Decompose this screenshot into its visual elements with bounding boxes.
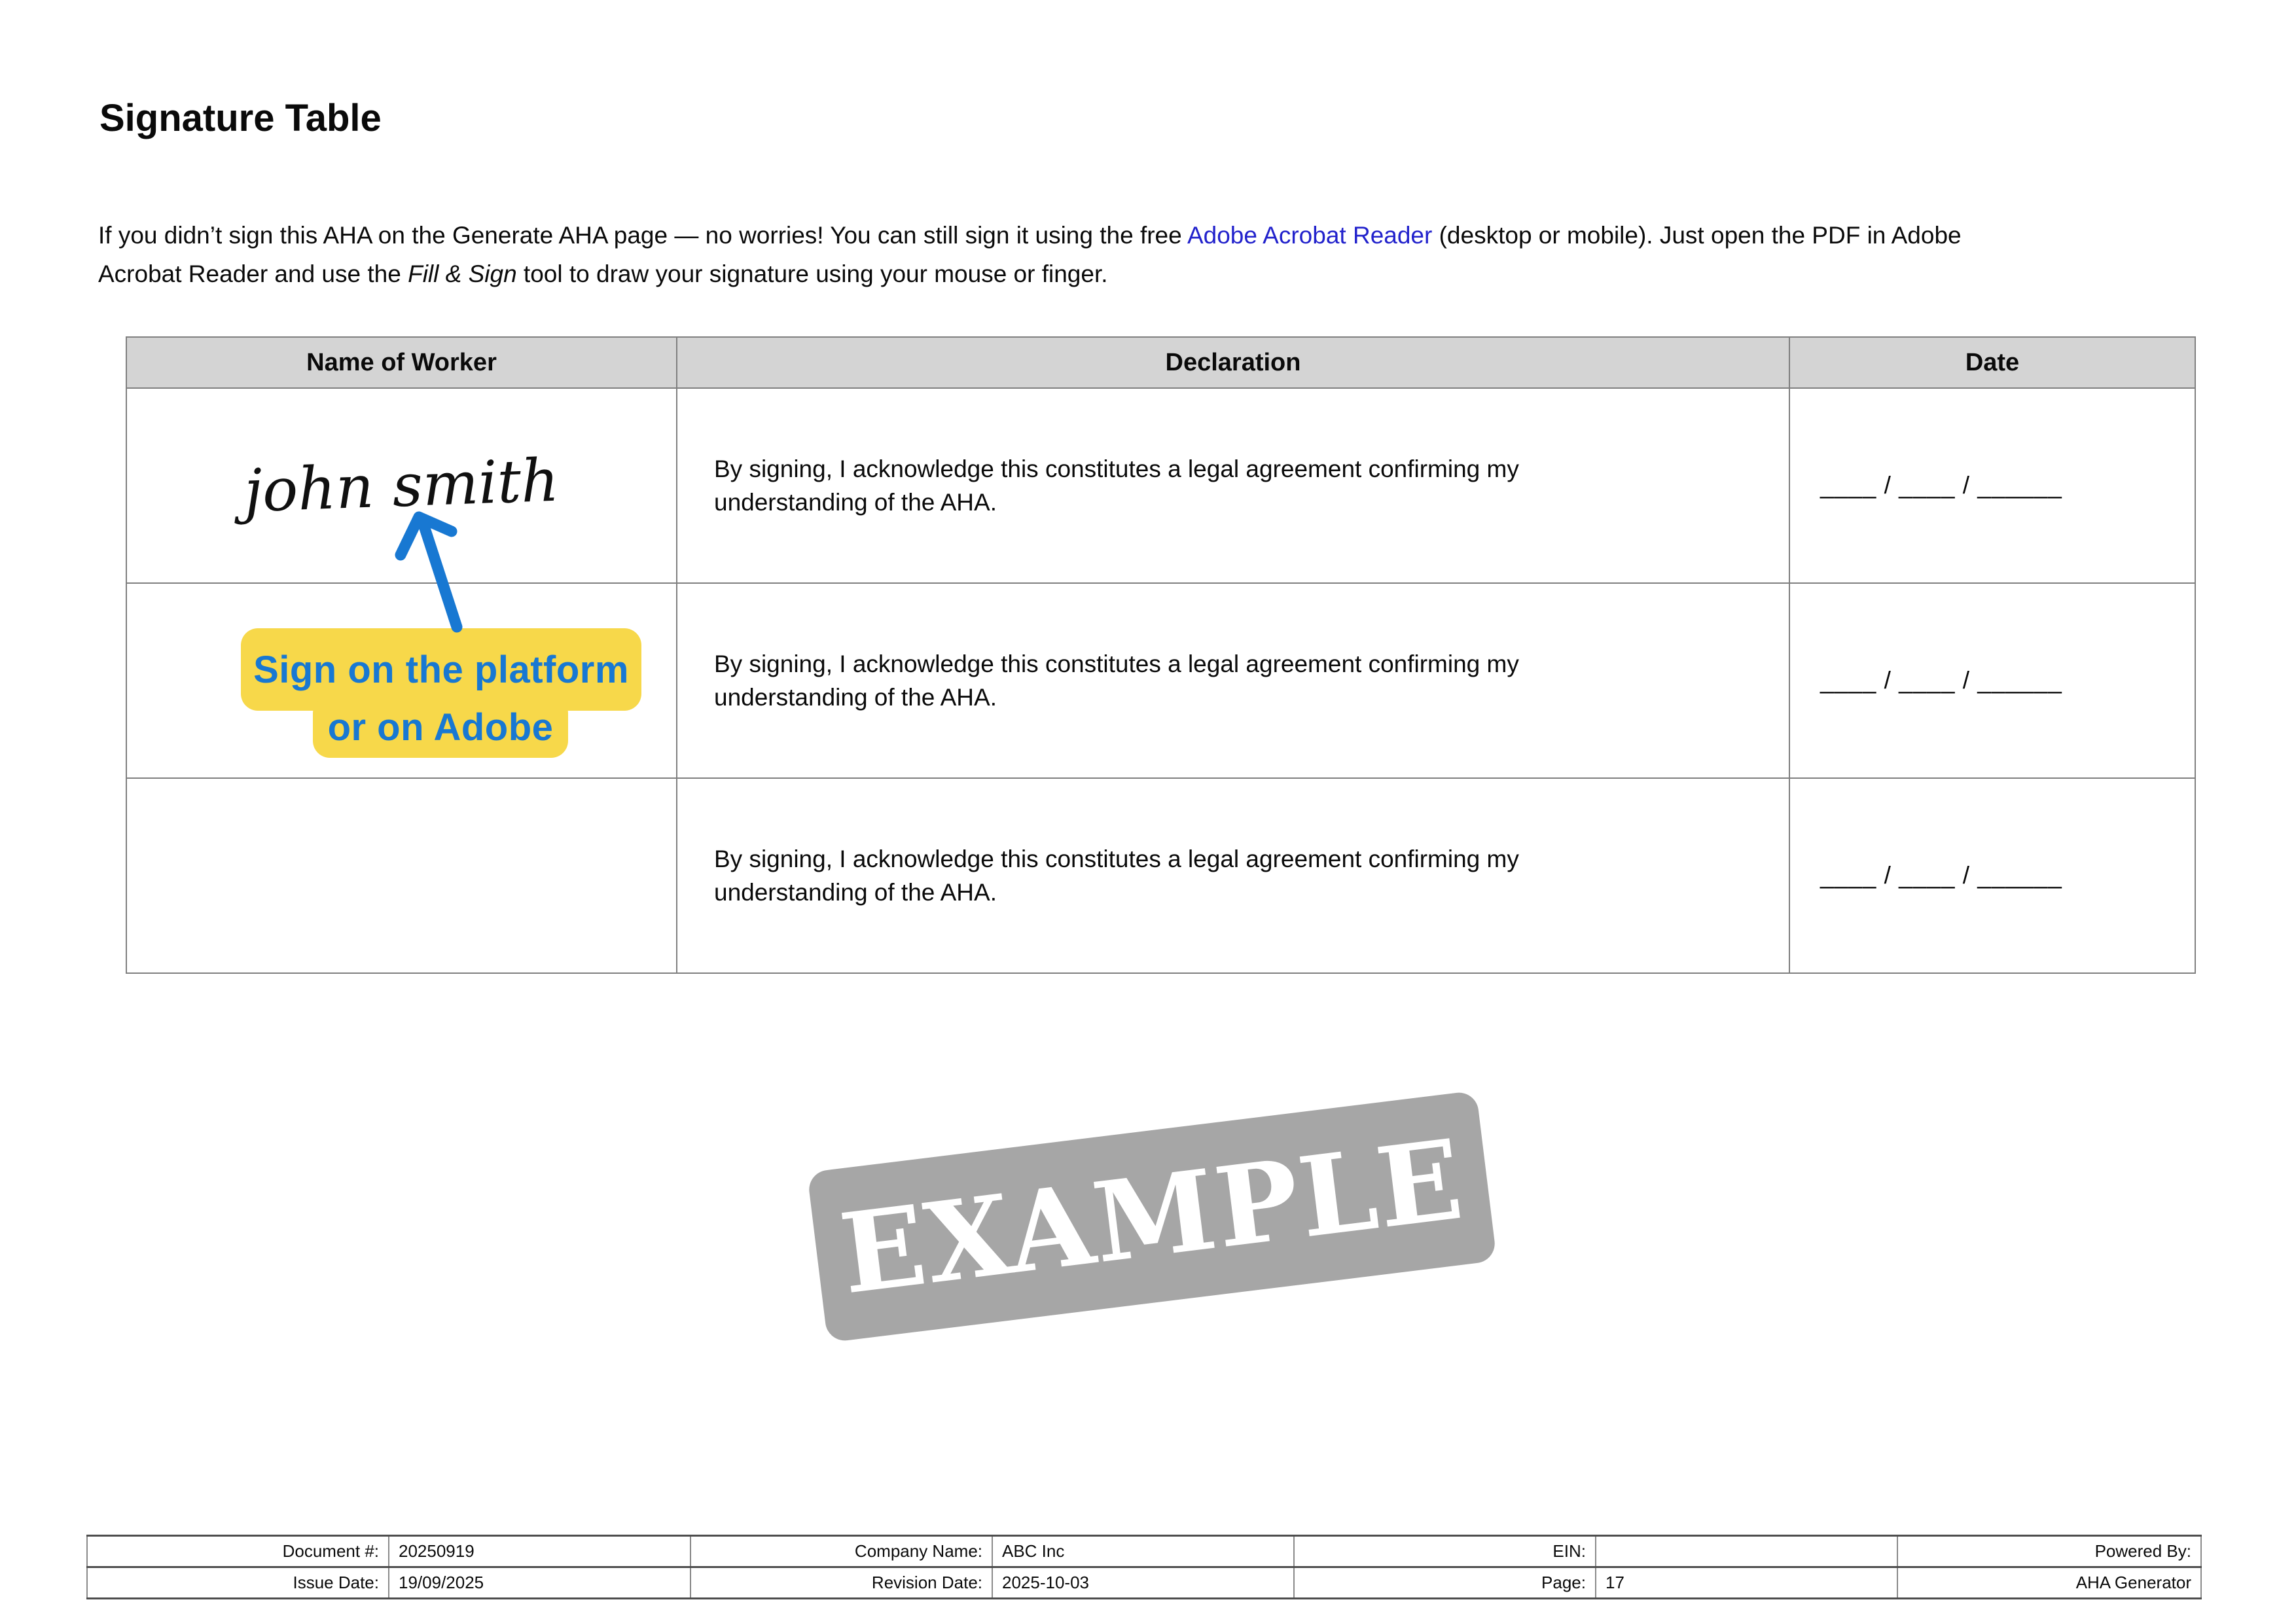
footer-issue-date-label: Issue Date: [87,1567,389,1599]
column-header-name-of-worker: Name of Worker [126,337,677,388]
signature-john-smith: john smith [243,446,560,526]
date-blank-line: ____ / ____ / ______ [1820,862,2062,889]
footer-revision-date-value: 2025-10-03 [992,1567,1294,1599]
footer-powered-by-value: AHA Generator [1897,1567,2201,1599]
footer-ein-label: EIN: [1294,1536,1596,1567]
footer-page-label: Page: [1294,1567,1596,1599]
adobe-acrobat-reader-link[interactable]: Adobe Acrobat Reader [1187,222,1433,249]
declaration-text: By signing, I acknowledge this constitutes a legal agreement confirming my understanding of the AHA. [714,846,1519,906]
date-blank-line: ____ / ____ / ______ [1820,472,2062,499]
footer-powered-by-label: Powered By: [1897,1536,2201,1567]
signature-table-header-row [126,337,2195,388]
footer-revision-date-label: Revision Date: [691,1567,992,1599]
footer-issue-date-value: 19/09/2025 [389,1567,691,1599]
column-header-declaration: Declaration [677,337,1789,388]
intro-text: Acrobat Reader and use the [98,260,408,287]
date-blank-line: ____ / ____ / ______ [1820,667,2062,694]
footer-document-number-value: 20250919 [389,1536,691,1567]
declaration-text: By signing, I acknowledge this constitutes a legal agreement confirming my understanding of the AHA. [714,455,1519,516]
footer-row-1 [87,1536,2201,1567]
footer-page-value: 17 [1596,1567,1897,1599]
page-title: Signature Table [99,97,382,139]
declaration-text: By signing, I acknowledge this constitutes a legal agreement confirming my understanding of the AHA. [714,651,1519,711]
column-header-date: Date [1789,337,2195,388]
footer-table [86,1535,2202,1599]
callout-text: or on Adobe [327,705,554,749]
footer-ein-value [1596,1536,1897,1567]
date-cell-row-3 [1789,778,2195,973]
footer-document-number-label: Document #: [87,1536,389,1567]
date-cell-row-1 [1789,388,2195,583]
footer-row-2 [87,1567,2201,1599]
date-cell-row-2 [1789,583,2195,778]
fill-and-sign-tool-name: Fill & Sign [408,260,517,287]
footer-company-name-label: Company Name: [691,1536,992,1567]
name-cell-row-3 [126,778,677,973]
table-row [126,778,2195,973]
callout-arrow-icon [367,484,497,654]
declaration-cell-row-1 [677,388,1789,583]
intro-text: (desktop or mobile). Just open the PDF in Adobe [1432,222,1962,249]
intro-paragraph [98,216,1962,293]
intro-line-1 [98,216,1962,255]
intro-text: If you didn’t sign this AHA on the Generate AHA page — no worries! You can still sign it using the free [98,222,1187,249]
declaration-cell-row-2 [677,583,1789,778]
intro-text: tool to draw your signature using your mouse or finger. [516,260,1108,287]
callout-text: Sign on the platform [253,648,629,691]
sign-callout-line-2 [313,696,568,758]
example-stamp-text: EXAMPLE [833,1114,1471,1319]
declaration-cell-row-3 [677,778,1789,973]
footer-company-name-value: ABC Inc [992,1536,1294,1567]
example-stamp [807,1090,1497,1343]
intro-line-2 [98,255,1962,293]
